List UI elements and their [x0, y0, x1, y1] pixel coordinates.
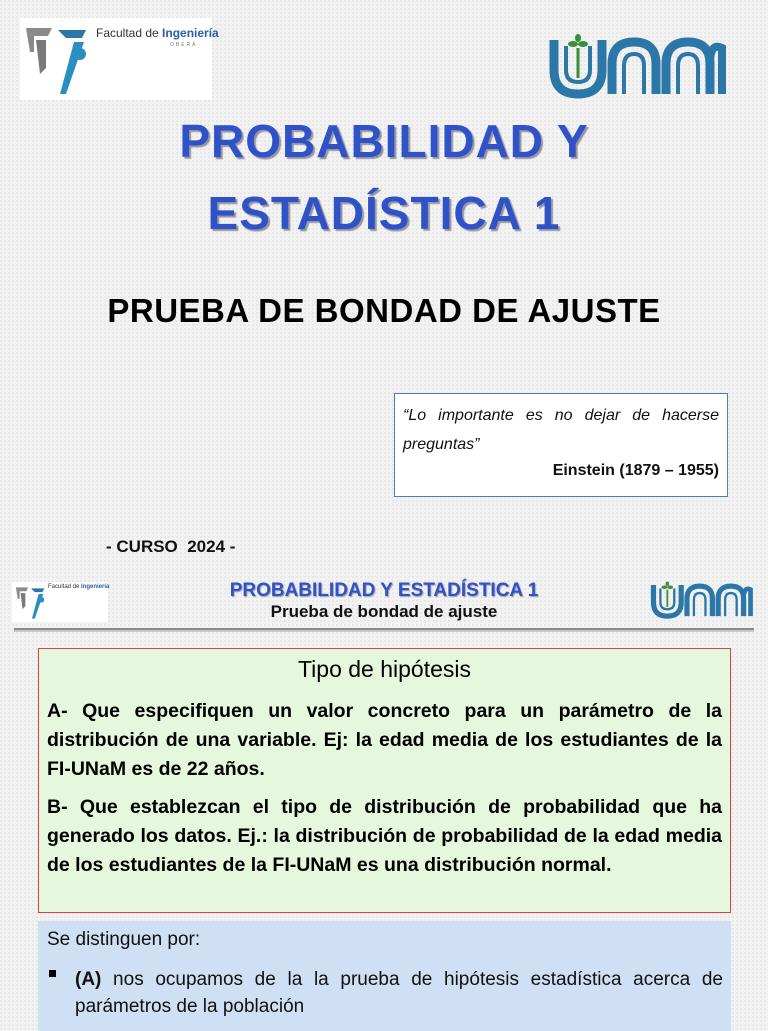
unm-logo-icon — [548, 32, 728, 100]
faculty-name: Facultad de Ingeniería — [96, 26, 219, 40]
hypothesis-types-box — [38, 648, 731, 913]
bullet-item — [75, 966, 723, 1020]
faculty-name-small: Facultad de Ingeniería — [48, 584, 110, 590]
fi-logo-icon — [22, 24, 94, 98]
hypothesis-type-a: A- Que especifiquen un valor concreto para un parámetro de la distribución de una variable. Ej: la edad media de los estudiantes de la FI-UNaM es de 22 años. — [47, 700, 722, 780]
bullet-label: (A) — [75, 969, 102, 990]
faculty-logo — [20, 18, 219, 100]
quote-box — [394, 393, 728, 497]
box-title: Tipo de hipótesis — [297, 656, 472, 682]
quote-author: Einstein (1879 – 1955) — [552, 462, 719, 479]
header-divider — [14, 628, 754, 630]
hypothesis-type-b: B- Que establezcan el tipo de distribución de probabilidad que ha generado los datos. Ej.: la distribución de probabilidad de la edad media de los estudiantes de la FI-UNaM es una distribución normal. — [47, 796, 722, 876]
course-year: - CURSO 2024 - — [106, 537, 236, 556]
distinction-box — [38, 921, 731, 1031]
bullet-square-icon — [49, 970, 56, 977]
quote-text: “Lo importante es no dejar de hacerse preguntas” — [403, 407, 719, 453]
faculty-location: OBERÁ — [170, 42, 198, 48]
course-title-line2: ESTADÍSTICA 1 — [207, 187, 561, 239]
bullet-body: nos ocupamos de la la prueba de hipótesis estadística acerca de parámetros de la población — [75, 969, 723, 1017]
distinction-intro: Se distinguen por: — [47, 929, 201, 950]
course-title-line1: PROBABILIDAD Y — [179, 115, 589, 167]
slide-header-title: PROBABILIDAD Y ESTADÍSTICA 1 — [229, 580, 539, 601]
slide-header-subtitle: Prueba de bondad de ajuste — [270, 602, 498, 621]
topic-title: PRUEBA DE BONDAD DE AJUSTE — [107, 292, 661, 329]
